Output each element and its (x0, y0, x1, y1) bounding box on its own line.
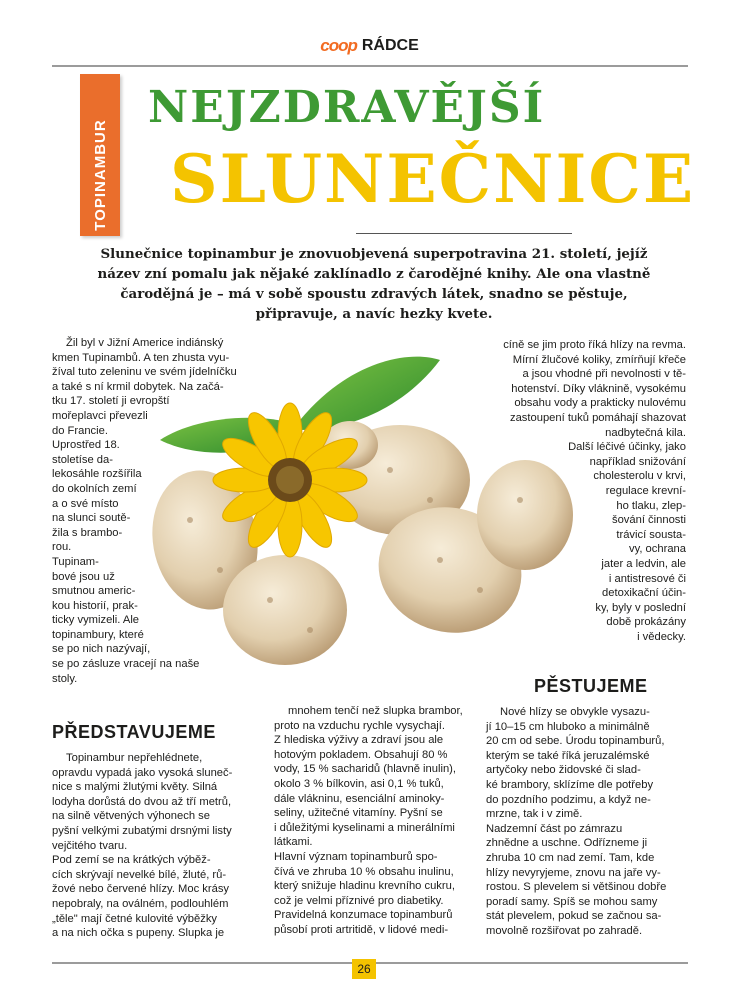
column-3-body: Nové hlízy se obvykle vysazu- jí 10–15 cm hluboko a minimálně 20 cm od sebe. Úrodu topinamburů, kterým se také říká jeruzalémské artyčoky nebo židovské či slad- ké brambory, sklízíme dle potřeby do pozdního podzimu, a když ne- mrzne, tak i v zimě. Nadzemní část po zámrazu zhnědne a uschne. Odřízneme ji zhruba 10 cm nad zemí. Tam, kde hlízy nevyryjeme, znovu na jaře vy- rostou. S plevelem si většinou dobře poradí samy. Spíš se mohou samy stát plevelem, pokud se začnou sa- movolně rozšiřovat po zahradě. (486, 706, 667, 937)
column-1-intro: Žil byl v Jižní Americe indiánský kmen Tupinambů. A ten zhusta vyu- žíval tuto zeleninu ve svém jídelníčku a také s ní krmil dobytek. Na začá- tku 17. století ji evropští mořeplavci převezli do Francie. Uprostřed 18. stoletíse da- lekosáhle rozšířila do okolních zemí a o své místo na slunci soutě- žila s brambo- rou. Tupinam- bové jsou už smutnou americ- kou historií, prak- ticky vymizeli. Ale topinambury, které se po nich nazývají, se po zásluze vracejí na naše stoly. (52, 337, 237, 685)
page-number: 26 (352, 959, 376, 979)
coop-logo: coop (320, 36, 357, 55)
title-line-1: NEJZDRAVĚJŠÍ (148, 82, 546, 133)
brand (320, 36, 419, 56)
title-line-2: SLUNEČNICE (170, 140, 696, 218)
side-tab-label: TOPINAMBUR (91, 119, 109, 231)
header-divider (52, 65, 688, 67)
column-3-top: cíně se jim proto říká hlízy na revma. Mírní žlučové koliky, zmírňují křeče a jsou vhodné při nevolnosti v tě- hotenství. Díky vláknině, vysokému obsahu vody a prakticky nulovému zastoupení tuků pomáhají shazovat nadbytečná kila. Další léčivé účinky, jako například snižování cholesterolu v krvi, regulace krevní- ho tlaku, zlep- šování činnosti trávicí sousta- vy, ochrana jater a ledvin, ale i antistresové či detoxikační účin- ky, byly v poslední době prokázány i vědecky. (503, 339, 686, 643)
page-header (0, 36, 739, 56)
column-2-body: mnohem tenčí než slupka brambor, proto na vzduchu rychle vysychají. Z hlediska výživy a zdraví jsou ale hotovým pokladem. Obsahují 80 % vody, 15 % sacharidů (hlavně inulin), okolo 3 % bílkovin, asi 0,1 % tuků, dále vlákninu, esenciální aminoky- seliny, užitečné vitamíny. Pyšní se i důležitými kyselinami a minerálními látkami. Hlavní význam topinamburů spo- čívá ve zhruba 10 % obsahu inulinu, který snižuje hladinu krevního cukru, což je velmi příznivé pro diabetiky. Pravidelná konzumace topinamburů působí proti artritidě, v lidové medi- (274, 705, 463, 936)
title-divider (356, 233, 572, 234)
lead-paragraph: Slunečnice topinambur je znovuobjevená superpotravina 21. století, jejíž název zní pomalu jak nějaké zaklínadlo z čarodějné knihy. Ale ona vlastně čarodějná je – má v sobě spoustu zdravých látek, snadno se pěstuje, připravuje, a navíc hezky kvete. (97, 246, 651, 322)
heading-introducing: PŘEDSTAVUJEME (52, 722, 216, 742)
section-name: RÁDCE (361, 37, 419, 54)
side-tab (80, 74, 120, 236)
column-1-body: Topinambur nepřehlédnete, opravdu vypadá jako vysoká sluneč- nice s malými žlutými květy. Silná lodyha dorůstá do dvou až tří metrů, na silně větvených výhonech se pyšní velkými zubatými drsnými listy vejčitého tvaru. Pod zemí se na krátkých výběž- cích skrývají nevelké bílé, žluté, rů- žové nebo červené hlízy. Moc krásy nepobraly, na oválném, podlouhlém „těle" mají četné kulovité výběžky a na nich očka s pupeny. Slupka je (52, 752, 233, 940)
heading-growing: PĚSTUJEME (534, 676, 648, 696)
sunflower-tubers-illustration (150, 330, 590, 690)
